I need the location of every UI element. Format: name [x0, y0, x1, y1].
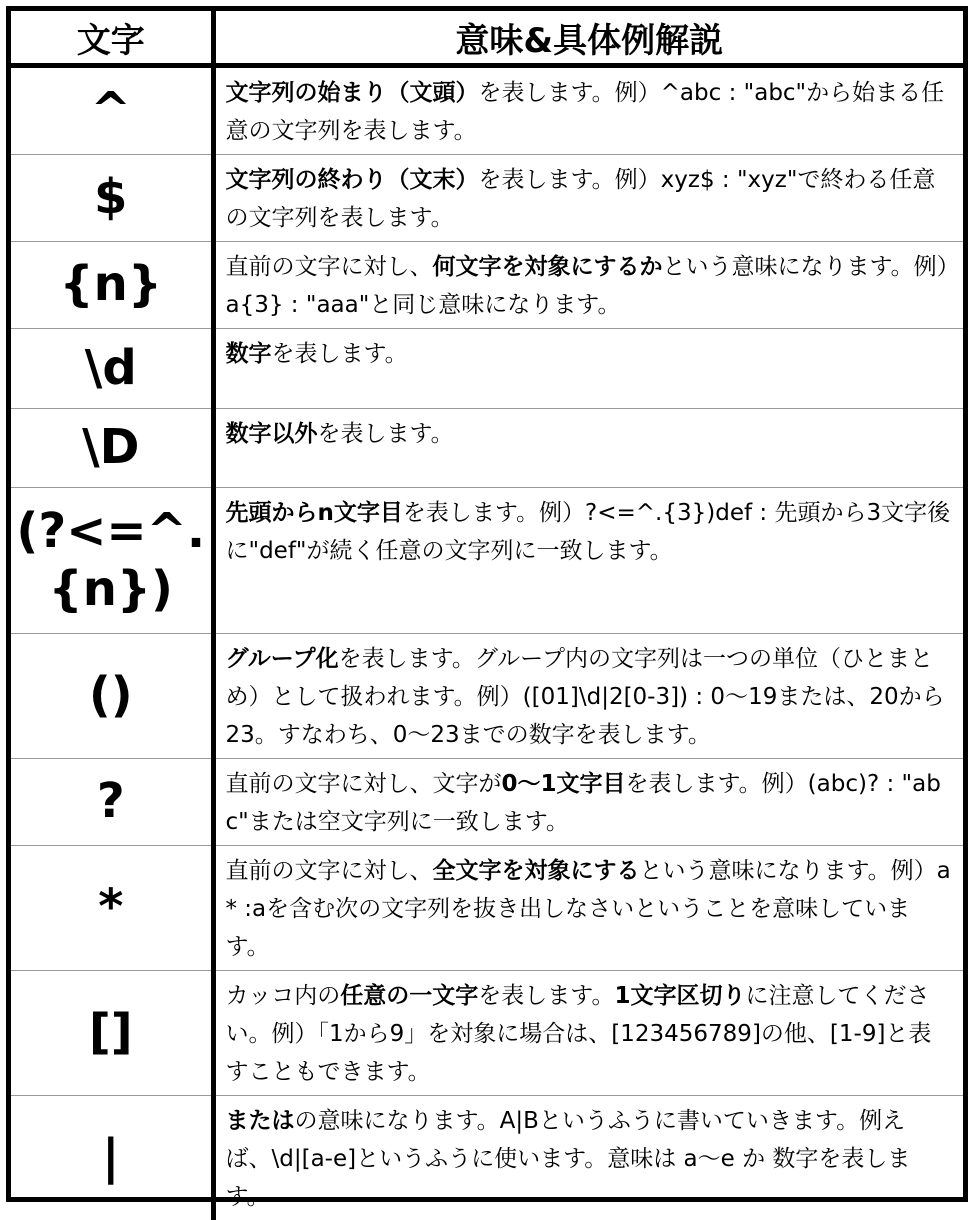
table-row [11, 759, 963, 846]
description-text: という意味になります。例）a* :aを含む次の文字列を抜き出しなさいということを意味しています。 [226, 858, 951, 960]
emphasis-text: 何文字を対象にするか [433, 254, 663, 280]
row-description [213, 759, 963, 846]
row-symbol: ^ [11, 66, 213, 155]
emphasis-text: 任意の一文字 [340, 983, 478, 1009]
description-text: 直前の文字に対し、 [226, 858, 433, 884]
emphasis-text: 0〜1文字目 [502, 771, 626, 797]
row-symbol: $ [11, 155, 213, 242]
row-description [213, 846, 963, 971]
row-symbol: [] [11, 971, 213, 1096]
regex-reference-table [11, 11, 963, 1220]
emphasis-text: 数字 [226, 341, 272, 367]
description-text: 直前の文字に対し、 [226, 254, 433, 280]
description-text: を表します。 [478, 983, 614, 1009]
table-row [11, 971, 963, 1096]
table-row [11, 409, 963, 488]
row-description [213, 488, 963, 634]
row-symbol: ? [11, 759, 213, 846]
table-row [11, 488, 963, 634]
row-description [213, 155, 963, 242]
row-symbol: (?<=^. {n}) [11, 488, 213, 634]
table-row [11, 242, 963, 329]
row-symbol: \d [11, 329, 213, 409]
row-description [213, 66, 963, 155]
emphasis-text: グループ化 [226, 646, 339, 672]
description-text: という意味になります。例）a{3} : "aaa"と同じ意味になります。 [226, 254, 949, 318]
row-symbol: * [11, 846, 213, 971]
row-description [213, 329, 963, 409]
emphasis-text: 数字以外 [226, 421, 318, 447]
emphasis-text: 先頭からn文字目 [226, 500, 403, 526]
row-symbol: | [11, 1096, 213, 1220]
row-description [213, 242, 963, 329]
emphasis-text: または [226, 1108, 295, 1134]
emphasis-text: 全文字を対象にする [433, 858, 640, 884]
description-text: を表します。例）xyz$ : "xyz"で終わる任意の文字列を表します。 [226, 167, 936, 231]
row-description [213, 1096, 963, 1220]
description-text: を表します。例）(abc)? : "abc"または空文字列に一致します。 [226, 771, 941, 835]
emphasis-text: 文字列の終わり（文末） [226, 167, 479, 193]
description-text: を表します。 [272, 341, 408, 367]
table-header-row [11, 11, 963, 66]
description-text: 直前の文字に対し、文字が [226, 771, 502, 797]
row-description [213, 409, 963, 488]
table-row [11, 846, 963, 971]
row-symbol: () [11, 634, 213, 759]
row-description [213, 971, 963, 1096]
table-row [11, 155, 963, 242]
table-row [11, 634, 963, 759]
row-symbol: {n} [11, 242, 213, 329]
table-row [11, 66, 963, 155]
header-meaning: 意味&具体例解説 [213, 11, 963, 66]
description-text: の意味になります。A|Bというふうに書いていきます。例えば、\d|[a-e]というふうに使います。意味は a〜e か 数字を表します。 [226, 1108, 911, 1210]
emphasis-text: 1文字区切り [614, 983, 745, 1009]
description-text: を表します。例）?<=^.{3})def : 先頭から3文字後に"def"が続く任意の文字列に一致します。 [226, 500, 951, 564]
row-symbol: \D [11, 409, 213, 488]
regex-table-frame [6, 6, 968, 1202]
header-symbol: 文字 [11, 11, 213, 66]
description-text: を表します。グループ内の文字列は一つの単位（ひとまとめ）として扱われます。例）([01]\d|2[0-3]) : 0〜19または、20から23。すなわち、0〜23までの数字を表します。 [226, 646, 945, 748]
description-text: カッコ内の [226, 983, 341, 1009]
table-row [11, 1096, 963, 1220]
table-row [11, 329, 963, 409]
description-text: に注意してください。例）「1から9」を対象に場合は、[123456789]の他、[1-9]と表すこともできます。 [226, 983, 932, 1085]
description-text: を表します。 [318, 421, 454, 447]
row-description [213, 634, 963, 759]
description-text: を表します。例）^abc : "abc"から始まる任意の文字列を表します。 [226, 80, 945, 144]
emphasis-text: 文字列の始まり（文頭） [226, 80, 479, 106]
